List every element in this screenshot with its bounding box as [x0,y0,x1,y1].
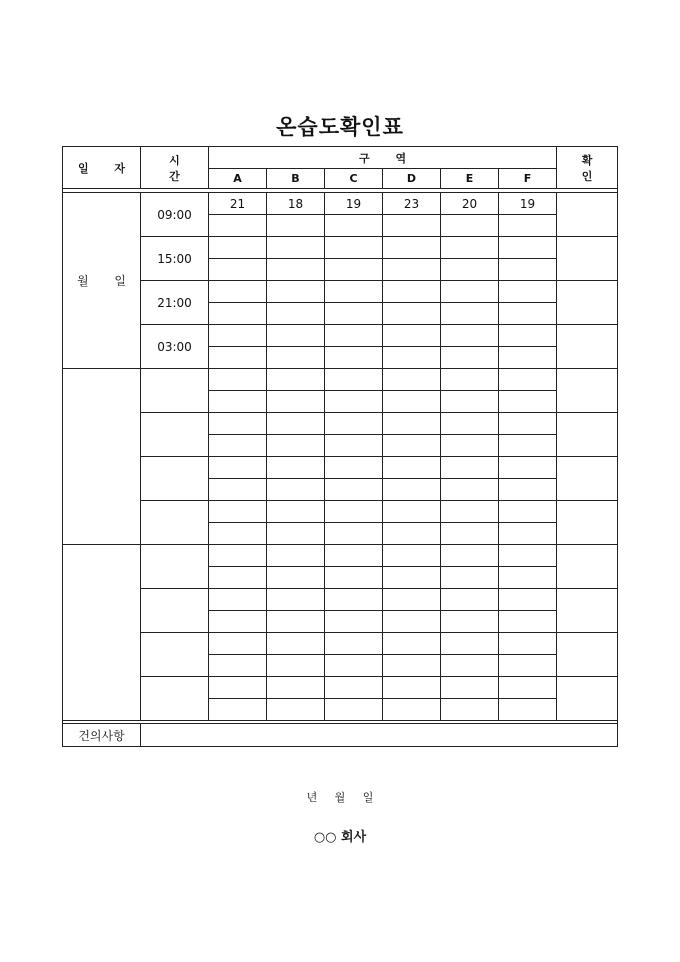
reading-cell[interactable] [209,655,267,677]
reading-cell[interactable] [267,457,325,479]
reading-cell[interactable] [209,259,267,281]
reading-cell[interactable] [499,479,557,501]
reading-cell[interactable] [325,501,383,523]
reading-cell[interactable] [267,347,325,369]
notes-field[interactable] [141,724,618,747]
reading-cell[interactable]: 20 [441,193,499,215]
reading-cell[interactable]: 19 [325,193,383,215]
reading-cell[interactable] [441,347,499,369]
reading-cell[interactable] [267,325,325,347]
reading-cell[interactable] [383,281,441,303]
reading-cell[interactable] [267,633,325,655]
reading-cell[interactable] [325,677,383,699]
reading-cell[interactable] [209,589,267,611]
reading-cell[interactable] [441,655,499,677]
reading-cell[interactable] [441,611,499,633]
reading-cell[interactable] [499,589,557,611]
reading-cell[interactable] [267,369,325,391]
reading-cell[interactable] [209,281,267,303]
reading-cell[interactable] [267,391,325,413]
reading-cell[interactable] [383,501,441,523]
reading-cell[interactable] [209,633,267,655]
page-title: 온습도확인표 [276,115,404,139]
reading-cell[interactable] [441,545,499,567]
reading-cell[interactable] [267,215,325,237]
reading-cell[interactable] [209,677,267,699]
header-row [63,147,618,169]
reading-cell[interactable] [441,501,499,523]
reading-cell[interactable] [383,435,441,457]
reading-cell[interactable] [325,369,383,391]
reading-cell[interactable] [325,633,383,655]
time-cell[interactable] [141,501,209,545]
reading-cell[interactable] [267,237,325,259]
reading-cell[interactable] [499,347,557,369]
reading-cell[interactable] [499,523,557,545]
reading-cell[interactable] [325,435,383,457]
time-cell[interactable]: 03:00 [141,325,209,369]
reading-cell[interactable] [325,699,383,721]
reading-cell[interactable] [267,699,325,721]
reading-cell[interactable] [441,699,499,721]
reading-cell[interactable] [499,303,557,325]
confirm-cell[interactable] [557,369,618,413]
reading-cell[interactable] [499,501,557,523]
reading-cell[interactable] [383,589,441,611]
reading-cell[interactable] [267,611,325,633]
date-cell[interactable] [63,369,141,545]
confirm-cell[interactable] [557,633,618,677]
confirm-cell[interactable] [557,325,618,369]
time-cell[interactable]: 21:00 [141,281,209,325]
table-body [63,193,618,721]
time-cell[interactable] [141,545,209,589]
reading-cell[interactable]: 19 [499,193,557,215]
reading-cell[interactable] [441,567,499,589]
reading-cell[interactable] [209,545,267,567]
reading-cell[interactable] [441,589,499,611]
reading-cell[interactable] [209,303,267,325]
date-cell[interactable] [63,545,141,721]
reading-cell[interactable] [499,655,557,677]
reading-cell[interactable] [383,633,441,655]
reading-cell[interactable] [441,215,499,237]
reading-cell[interactable] [499,281,557,303]
reading-cell[interactable] [499,369,557,391]
reading-cell[interactable] [383,479,441,501]
reading-cell[interactable] [441,523,499,545]
reading-cell[interactable] [325,303,383,325]
reading-cell[interactable] [209,567,267,589]
reading-cell[interactable] [325,589,383,611]
reading-cell[interactable] [325,259,383,281]
table-row [63,545,618,567]
reading-cell[interactable] [209,611,267,633]
time-header: 시 간 [141,147,209,189]
confirm-header: 확 인 [557,147,618,189]
table-row [63,237,618,259]
reading-cell[interactable] [325,523,383,545]
reading-cell[interactable] [383,391,441,413]
confirm-cell[interactable] [557,237,618,281]
reading-cell[interactable] [325,457,383,479]
table-row [63,457,618,479]
reading-cell[interactable] [499,237,557,259]
reading-cell[interactable] [209,369,267,391]
reading-cell[interactable] [325,413,383,435]
reading-cell[interactable] [383,325,441,347]
confirm-cell[interactable] [557,457,618,501]
reading-cell[interactable] [267,677,325,699]
reading-cell[interactable] [209,391,267,413]
reading-cell[interactable] [383,457,441,479]
reading-cell[interactable] [325,237,383,259]
reading-cell[interactable] [499,611,557,633]
reading-cell[interactable] [383,699,441,721]
reading-cell[interactable] [209,523,267,545]
reading-cell[interactable] [325,545,383,567]
reading-cell[interactable] [267,545,325,567]
reading-cell[interactable] [499,699,557,721]
reading-cell[interactable] [383,259,441,281]
confirm-cell[interactable] [557,589,618,633]
reading-cell[interactable] [209,479,267,501]
reading-cell[interactable] [441,479,499,501]
footer-company: ○○ 회사 [313,830,367,845]
reading-cell[interactable] [325,347,383,369]
reading-cell[interactable] [267,501,325,523]
column-header-f: F [499,169,557,189]
time-cell[interactable]: 09:00 [141,193,209,237]
reading-cell[interactable] [209,325,267,347]
table-row [63,193,618,215]
reading-cell[interactable] [267,259,325,281]
confirm-cell[interactable] [557,501,618,545]
time-cell[interactable] [141,457,209,501]
reading-cell[interactable]: 18 [267,193,325,215]
time-cell[interactable] [141,633,209,677]
notes-row [63,724,618,747]
reading-cell[interactable] [441,457,499,479]
reading-cell[interactable] [441,391,499,413]
table-row [63,501,618,523]
reading-cell[interactable] [267,413,325,435]
reading-cell[interactable] [499,633,557,655]
reading-cell[interactable] [499,325,557,347]
reading-cell[interactable] [441,435,499,457]
reading-cell[interactable] [441,325,499,347]
confirm-cell[interactable] [557,413,618,457]
reading-cell[interactable] [209,413,267,435]
reading-cell[interactable] [325,281,383,303]
reading-cell[interactable] [441,237,499,259]
table-row [63,281,618,303]
column-header-e: E [441,169,499,189]
column-header-c: C [325,169,383,189]
reading-cell[interactable] [209,347,267,369]
reading-cell[interactable] [441,677,499,699]
reading-cell[interactable] [383,237,441,259]
reading-cell[interactable] [383,611,441,633]
time-cell[interactable] [141,677,209,721]
notes-label: 건의사항 [63,724,141,747]
reading-cell[interactable] [441,281,499,303]
reading-cell[interactable] [267,435,325,457]
reading-cell[interactable] [499,391,557,413]
reading-cell[interactable] [383,369,441,391]
column-header-d: D [383,169,441,189]
column-header-a: A [209,169,267,189]
reading-cell[interactable] [267,303,325,325]
table-row [63,589,618,611]
reading-cell[interactable] [383,545,441,567]
reading-cell[interactable] [383,655,441,677]
reading-cell[interactable] [383,567,441,589]
table-row [63,413,618,435]
reading-cell[interactable] [267,523,325,545]
date-header: 일 자 [63,147,141,189]
reading-cell[interactable] [383,413,441,435]
reading-cell[interactable] [383,347,441,369]
confirm-cell[interactable] [557,677,618,721]
reading-cell[interactable] [267,281,325,303]
reading-cell[interactable] [499,677,557,699]
reading-cell[interactable] [499,567,557,589]
reading-cell[interactable] [383,677,441,699]
zone-header: 구 역 [209,147,557,169]
reading-cell[interactable] [383,215,441,237]
reading-cell[interactable] [209,215,267,237]
time-cell[interactable] [141,589,209,633]
table-row [63,677,618,699]
reading-cell[interactable] [441,259,499,281]
reading-cell[interactable] [325,611,383,633]
reading-cell[interactable] [267,567,325,589]
table-row [63,369,618,391]
confirm-cell[interactable] [557,281,618,325]
reading-cell[interactable] [499,259,557,281]
reading-cell[interactable] [325,655,383,677]
reading-cell[interactable] [441,369,499,391]
reading-cell[interactable] [325,567,383,589]
reading-cell[interactable] [325,479,383,501]
reading-cell[interactable] [325,325,383,347]
reading-cell[interactable] [325,391,383,413]
reading-cell[interactable] [209,435,267,457]
footer-date: 년 월 일 [306,791,374,804]
reading-cell[interactable] [499,215,557,237]
table-row [63,325,618,347]
column-header-b: B [267,169,325,189]
reading-cell[interactable]: 23 [383,193,441,215]
time-cell[interactable] [141,369,209,413]
confirm-cell[interactable] [557,545,618,589]
date-cell[interactable]: 월 일 [63,193,141,369]
humidity-temperature-table [62,146,618,747]
reading-cell[interactable] [441,413,499,435]
reading-cell[interactable] [499,545,557,567]
confirm-cell[interactable] [557,193,618,237]
time-cell[interactable]: 15:00 [141,237,209,281]
reading-cell[interactable] [267,589,325,611]
reading-cell[interactable] [441,303,499,325]
reading-cell[interactable] [441,633,499,655]
reading-cell[interactable] [209,457,267,479]
reading-cell[interactable] [499,413,557,435]
table-row [63,633,618,655]
reading-cell[interactable]: 21 [209,193,267,215]
reading-cell[interactable] [499,457,557,479]
reading-cell[interactable] [209,237,267,259]
reading-cell[interactable] [383,523,441,545]
reading-cell[interactable] [267,479,325,501]
time-cell[interactable] [141,413,209,457]
reading-cell[interactable] [499,435,557,457]
reading-cell[interactable] [209,501,267,523]
reading-cell[interactable] [325,215,383,237]
reading-cell[interactable] [209,699,267,721]
reading-cell[interactable] [383,303,441,325]
reading-cell[interactable] [267,655,325,677]
